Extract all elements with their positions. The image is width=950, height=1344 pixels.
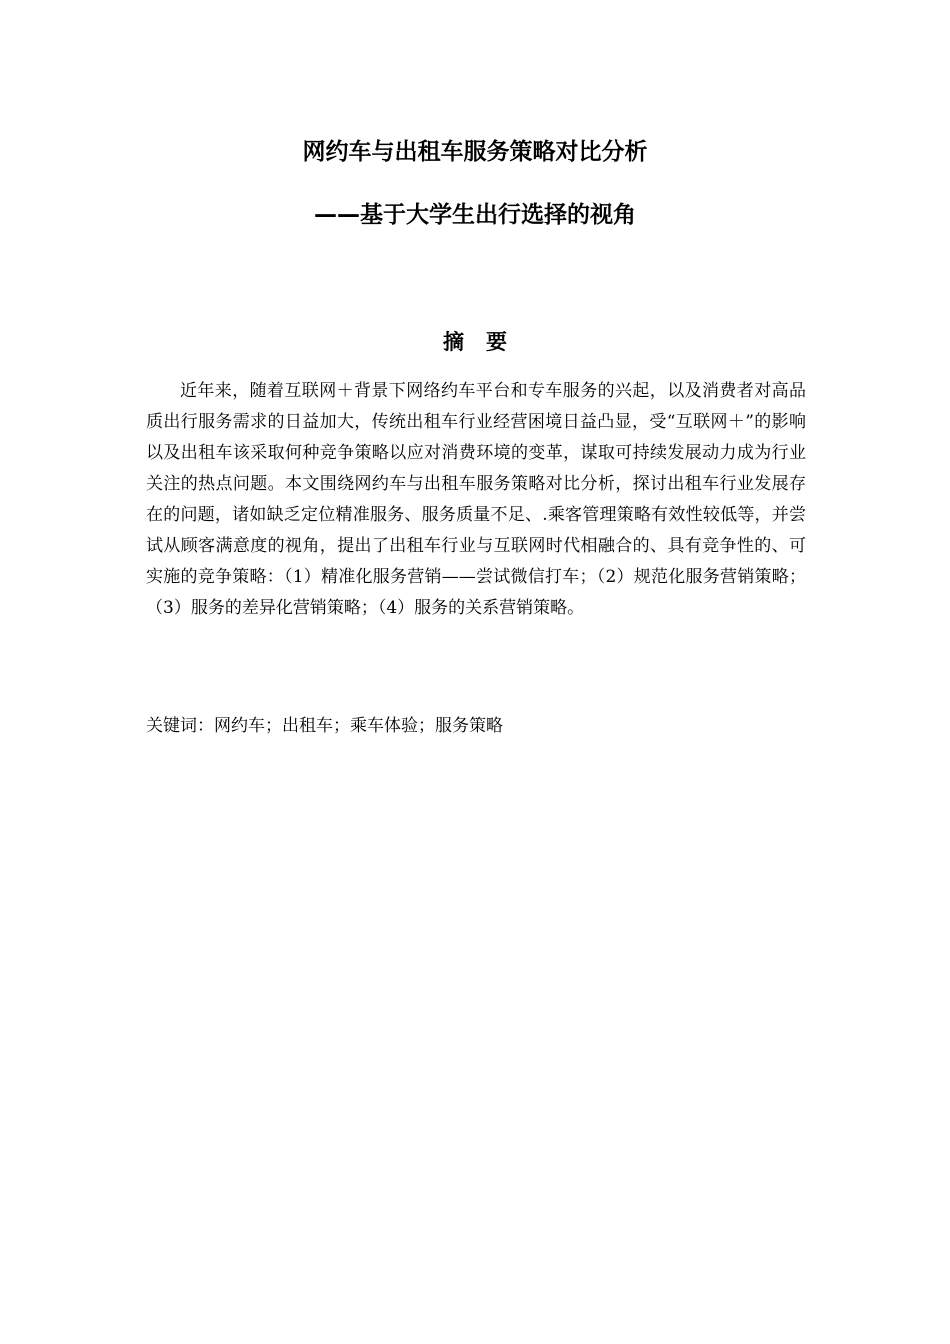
abstract-text: 近年来，随着互联网＋背景下网络约车平台和专车服务的兴起，以及消费者对高品质出行服务需求的日益加大，传统出租车行业经营困境日益凸显，受“互联网＋”的影响以及出租车该采取何种竞争策略以应对消费环境的变革，谋取可持续发展动力成为行业关注的热点问题。本文围绕网约车与出租车服务策略对比分析，探讨出租车行业发展存在的问题，诸如缺乏定位精准服务、服务质量不足、.乘客管理策略有效性较低等，并尝试从顾客满意度的视角，提出了出租车行业与互联网时代相融合的、具有竞争性的、可实施的竞争策略：（1）精准化服务营销——尝试微信打车；（2）规范化服务营销策略；（3）服务的差异化营销策略；（4）服务的关系营销策略。 [146, 381, 806, 618]
document-subtitle: ——基于大学生出行选择的视角 [314, 202, 636, 228]
abstract-heading: 摘要 [443, 330, 529, 354]
document-title: 网约车与出租车服务策略对比分析 [302, 139, 648, 165]
keywords-line: 关键词：网约车；出租车；乘车体验；服务策略 [146, 716, 503, 736]
